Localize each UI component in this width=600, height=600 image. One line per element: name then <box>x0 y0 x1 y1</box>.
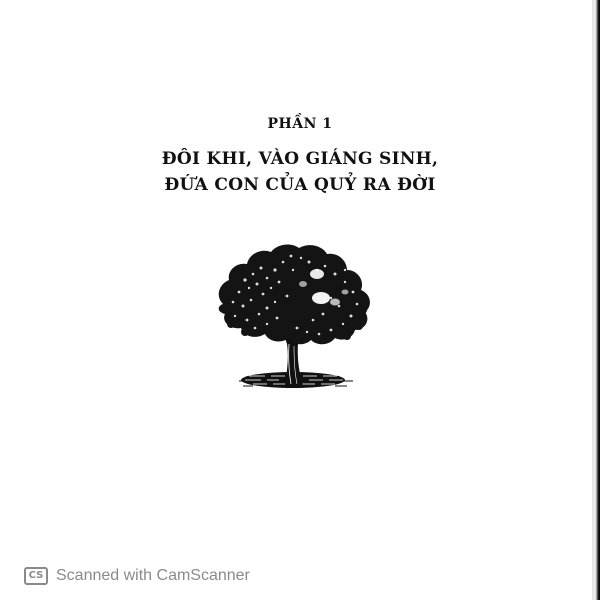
chapter-title-line-1: ĐÔI KHI, VÀO GIÁNG SINH, <box>161 149 439 169</box>
chapter-title-line-2: ĐỨA CON CỦA QUỶ RA ĐỜI <box>164 175 436 195</box>
tree-illustration <box>205 240 390 400</box>
scan-edge-shadow <box>594 0 600 600</box>
tree-canopy <box>219 245 370 345</box>
part-label: PHẦN 1 <box>267 116 333 132</box>
camscanner-watermark <box>24 566 250 586</box>
watermark-text: Scanned with CamScanner <box>56 567 250 584</box>
chapter-title <box>0 146 600 198</box>
camscanner-logo-icon: CS <box>24 567 48 585</box>
